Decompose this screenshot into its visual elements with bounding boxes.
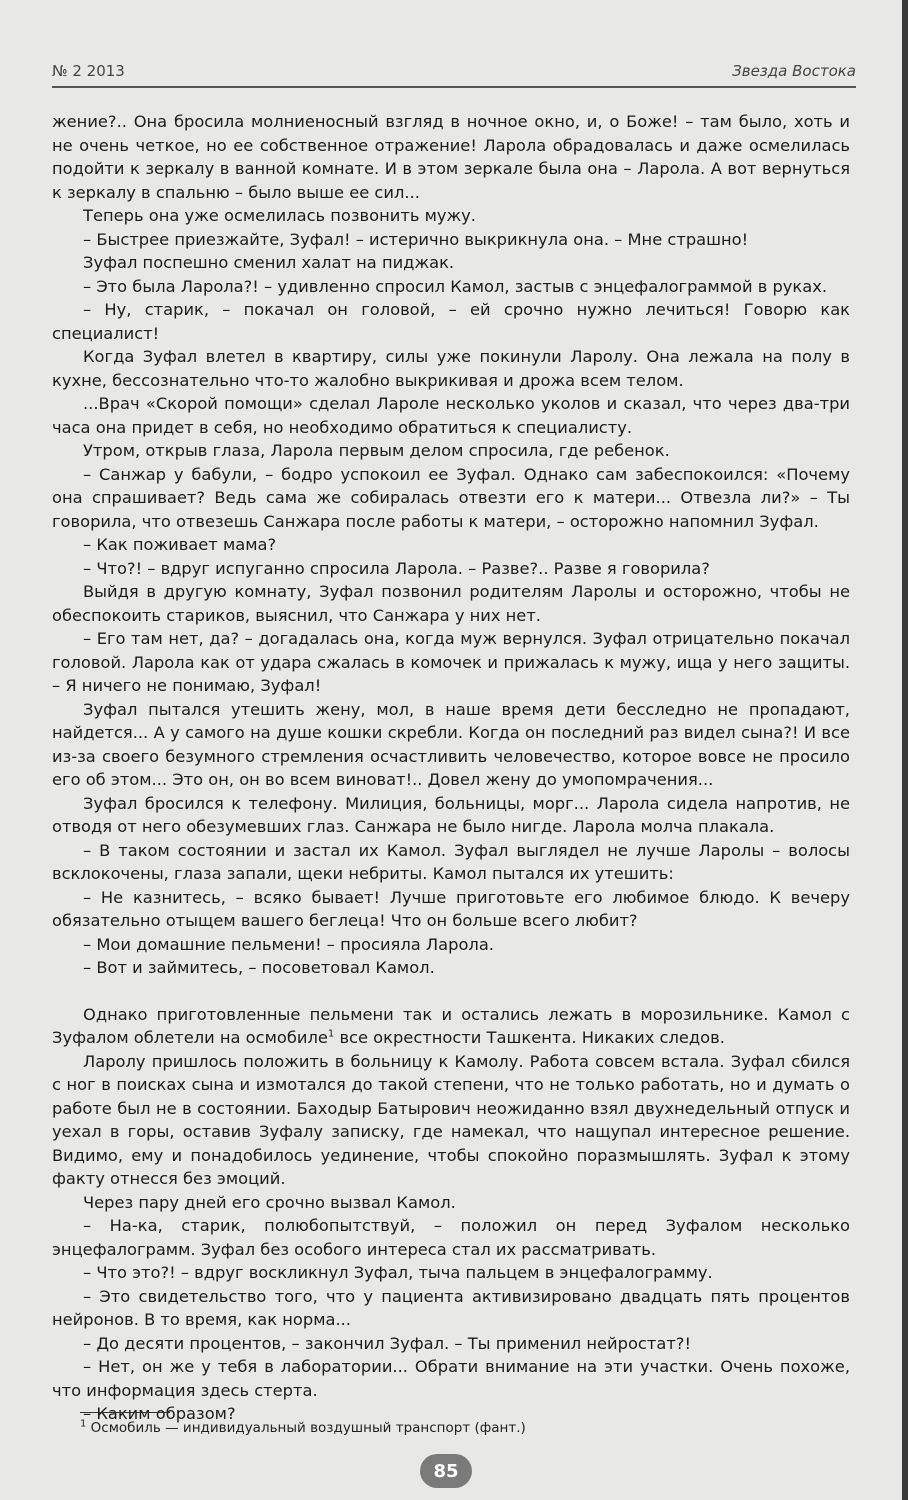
footnote-ref[interactable]: 1 [327,1028,335,1040]
paragraph: – До десяти процентов, – закончил Зуфал. – Ты применил нейростат?! [83,1333,691,1353]
footnote-divider [80,1412,170,1413]
footnote [80,1420,840,1436]
paragraph: Зуфал бросился к телефону. Милиция, больницы, морг... Ларола сидела напротив, не отводя от него обезумевших глаз. Санжара не было нигде. Ларола молча плакала. [52,793,850,836]
paragraph-text: Однако приготовленные пельмени так и остались лежать в морозильнике. Камол с Зуфалом облетели на осмобиле [52,1004,850,1047]
paragraph: – Его там нет, да? – догадалась она, когда муж вернулся. Зуфал отрицательно покачал головой. Ларола как от удара сжалась в комочек и прижалась к мужу, ища у него защиты. – Я ничего не понимаю, Зуфал! [52,629,850,695]
journal-title: Звезда Востока [732,62,856,80]
paragraph: – Что это?! – вдруг воскликнул Зуфал, тыча пальцем в энцефалограмму. [83,1263,713,1282]
paragraph: Утром, открыв глаза, Ларола первым делом спросила, где ребенок. [83,441,670,460]
paragraph: – Ну, старик, – покачал он головой, – ей срочно нужно лечиться! Говорю как специалист! [52,300,850,343]
paragraph: – Быстрее приезжайте, Зуфал! – истерично выкрикнула она. – Мне страшно! [83,229,749,249]
paragraph: – Нет, он же у тебя в лаборатории... Обрати внимание на эти участки. Очень похоже, что информация здесь стерта. [52,1357,850,1400]
paragraph: Теперь она уже осмелилась позвонить мужу. [83,206,476,225]
running-header [52,60,856,88]
paragraph: жение?.. Она бросила молниеносный взгляд в ночное окно, и, о Боже! – там было, хоть и не очень четкое, но ее собственное отражение! Ларола обрадовалась и даже осмелилась подойти к зеркалу в ванной комнате. И в этом зеркале была она – Ларола. А вот вернуться к зеркалу в спальню – было выше ее сил... [52,112,850,202]
page-edge [902,0,908,1500]
paragraph: Выйдя в другую комнату, Зуфал позвонил родителям Ларолы и осторожно, чтобы не обеспокоить стариков, выяснил, что Санжара у них нет. [52,582,850,625]
page-number: 85 [420,1454,472,1488]
footnote-text: Осмобиль — индивидуальный воздушный транспорт (фант.) [86,1420,526,1436]
paragraph: ...Врач «Скорой помощи» сделал Ларолe несколько уколов и сказал, что через два-три часа она придет в себя, но необходимо обратиться к специалисту. [52,394,850,437]
paragraph: – Что?! – вдруг испуганно спросила Ларола. – Разве?.. Разве я говорила? [83,558,710,578]
paragraph: – Как поживает мама? [83,535,277,554]
paragraph: Когда Зуфал влетел в квартиру, силы уже покинули Ларолу. Она лежала на полу в кухне, бессознательно что-то жалобно выкрикивая и дрожа всем телом. [52,347,850,390]
paragraph: – Мои домашние пельмени! – просияла Ларола. [83,934,494,954]
paragraph: – Санжар у бабули, – бодро успокоил ее Зуфал. Однако сам забеспокоился: «Почему она спрашивает? Ведь сама же собиралась отвезти его к матери... Отвезла ли?» – Ты говорила, что отвезешь Санжара после работы к матери, – осторожно напомнил Зуфал. [52,464,850,531]
footnote-marker: 1 [80,1418,87,1430]
paragraph: – Не казнитесь, – всяко бывает! Лучше приготовьте его любимое блюдо. К вечеру обязательно отыщем вашего беглеца! Что он больше всего любит? [52,887,850,930]
section-gap [52,980,850,1003]
paragraph: Через пару дней его срочно вызвал Камол. [83,1192,456,1212]
paragraph: – На-ка, старик, полюбопытствуй, – положил он перед Зуфалом несколько энцефалограмм. Зуфал без особого интереса стал их рассматривать. [52,1216,850,1259]
article-body [52,110,850,1426]
paragraph: – В таком состоянии и застал их Камол. Зуфал выглядел не лучше Ларолы – волосы всклокочены, глаза запали, щеки небриты. Камол пытался их утешить: [52,840,850,883]
paragraph [52,1003,850,1050]
paragraph: – Это свидетельство того, что у пациента активизировано двадцать пять процентов нейронов. В то время, как норма... [52,1286,850,1329]
issue-number: № 2 2013 [52,62,125,80]
paragraph: Зуфал пытался утешить жену, мол, в наше время дети бесследно не пропадают, найдется... А у самого на душе кошки скребли. Когда он последний раз видел сына?! И все из-за своего безумного стремления осчастливить человечество, которое вовсе не просило его об этом... Это он, он во всем виноват!.. Довел жену до умопомрачения... [52,699,850,789]
paragraph: – Вот и займитесь, – посоветовал Камол. [83,958,435,977]
paragraph: Ларолу пришлось положить в больницу к Камолу. Работа совсем встала. Зуфал сбился с ног в поисках сына и измотался до такой степени, что не только работать, но и думать о работе был не в состоянии. Баходыр Батырович неожиданно взял двухнедельный отпуск и уехал в горы, оставив Зуфалу записку, где намекал, что нащупал интересное решение. Видимо, ему и понадобилось уединение, чтобы спокойно поразмышлять. Зуфал к этому факту отнесся без эмоций. [52,1051,850,1188]
paragraph: Зуфал поспешно сменил халат на пиджак. [83,253,455,272]
paragraph: – Каким образом? [83,1404,236,1423]
paragraph: – Это была Ларола?! – удивленно спросил Камол, застыв с энцефалограммой в руках. [83,276,828,296]
paragraph-text: все окрестности Ташкента. Никаких следов. [334,1028,725,1047]
